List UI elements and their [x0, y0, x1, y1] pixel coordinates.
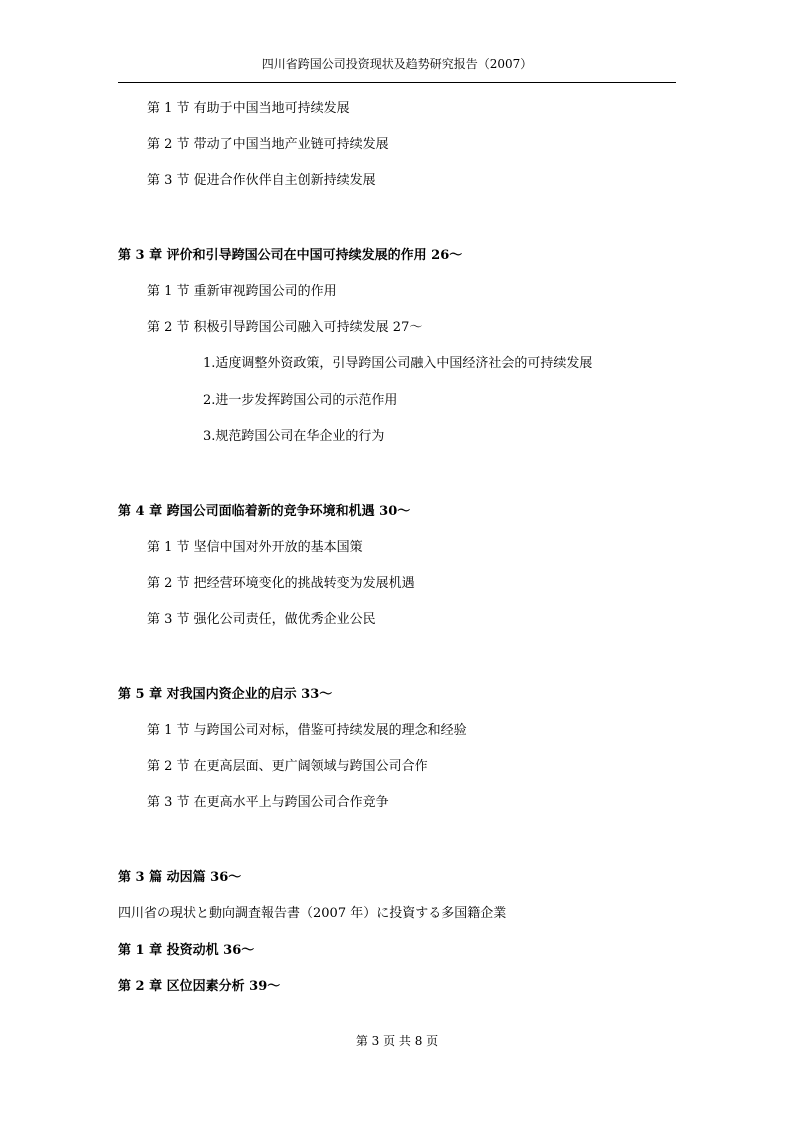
toc-chapter: 第 1 章 投资动机 36～ — [118, 943, 255, 958]
toc-subitem: 2.进一步发挥跨国公司的示范作用 — [203, 393, 398, 408]
toc-entry: 第 2 节 积极引导跨国公司融入可持续发展 27～ — [147, 320, 423, 335]
toc-subitem: 3.规范跨国公司在华企业的行为 — [203, 429, 385, 444]
toc-chapter: 第 4 章 跨国公司面临着新的竞争环境和机遇 30～ — [118, 504, 411, 519]
toc-chapter: 第 2 章 区位因素分析 39～ — [118, 979, 281, 994]
toc-chapter: 第 5 章 对我国内资企业的启示 33～ — [118, 687, 333, 702]
toc-entry: 第 3 节 强化公司责任，做优秀企业公民 — [147, 612, 376, 627]
toc-entry: 第 1 节 与跨国公司对标，借鉴可持续发展的理念和经验 — [147, 723, 467, 738]
toc-entry: 第 1 节 重新审视跨国公司的作用 — [147, 284, 337, 299]
toc-subtitle: 四川省の現状と動向調査報告書（2007 年）に投資する多国籍企業 — [118, 906, 507, 921]
page-number: 第 3 页 共 8 页 — [355, 1034, 439, 1048]
toc-entry: 第 3 节 促进合作伙伴自主创新持续发展 — [147, 173, 376, 188]
toc-subitem: 1.适度调整外资政策，引导跨国公司融入中国经济社会的可持续发展 — [203, 356, 593, 371]
header-divider — [118, 82, 676, 83]
toc-part: 第 3 篇 动因篇 36～ — [118, 870, 242, 885]
running-header: 四川省跨国公司投资现状及趋势研究报告（2007） — [261, 57, 533, 71]
toc-entry: 第 2 节 把经营环境变化的挑战转变为发展机遇 — [147, 576, 415, 591]
toc-entry: 第 3 节 在更高水平上与跨国公司合作竞争 — [147, 795, 389, 810]
toc-entry: 第 1 节 有助于中国当地可持续发展 — [147, 101, 350, 116]
toc-entry: 第 1 节 坚信中国对外开放的基本国策 — [147, 540, 363, 555]
toc-entry: 第 2 节 带动了中国当地产业链可持续发展 — [147, 137, 389, 152]
toc-chapter: 第 3 章 评价和引导跨国公司在中国可持续发展的作用 26～ — [118, 248, 463, 263]
toc-entry: 第 2 节 在更高层面、更广阔领域与跨国公司合作 — [147, 759, 428, 774]
